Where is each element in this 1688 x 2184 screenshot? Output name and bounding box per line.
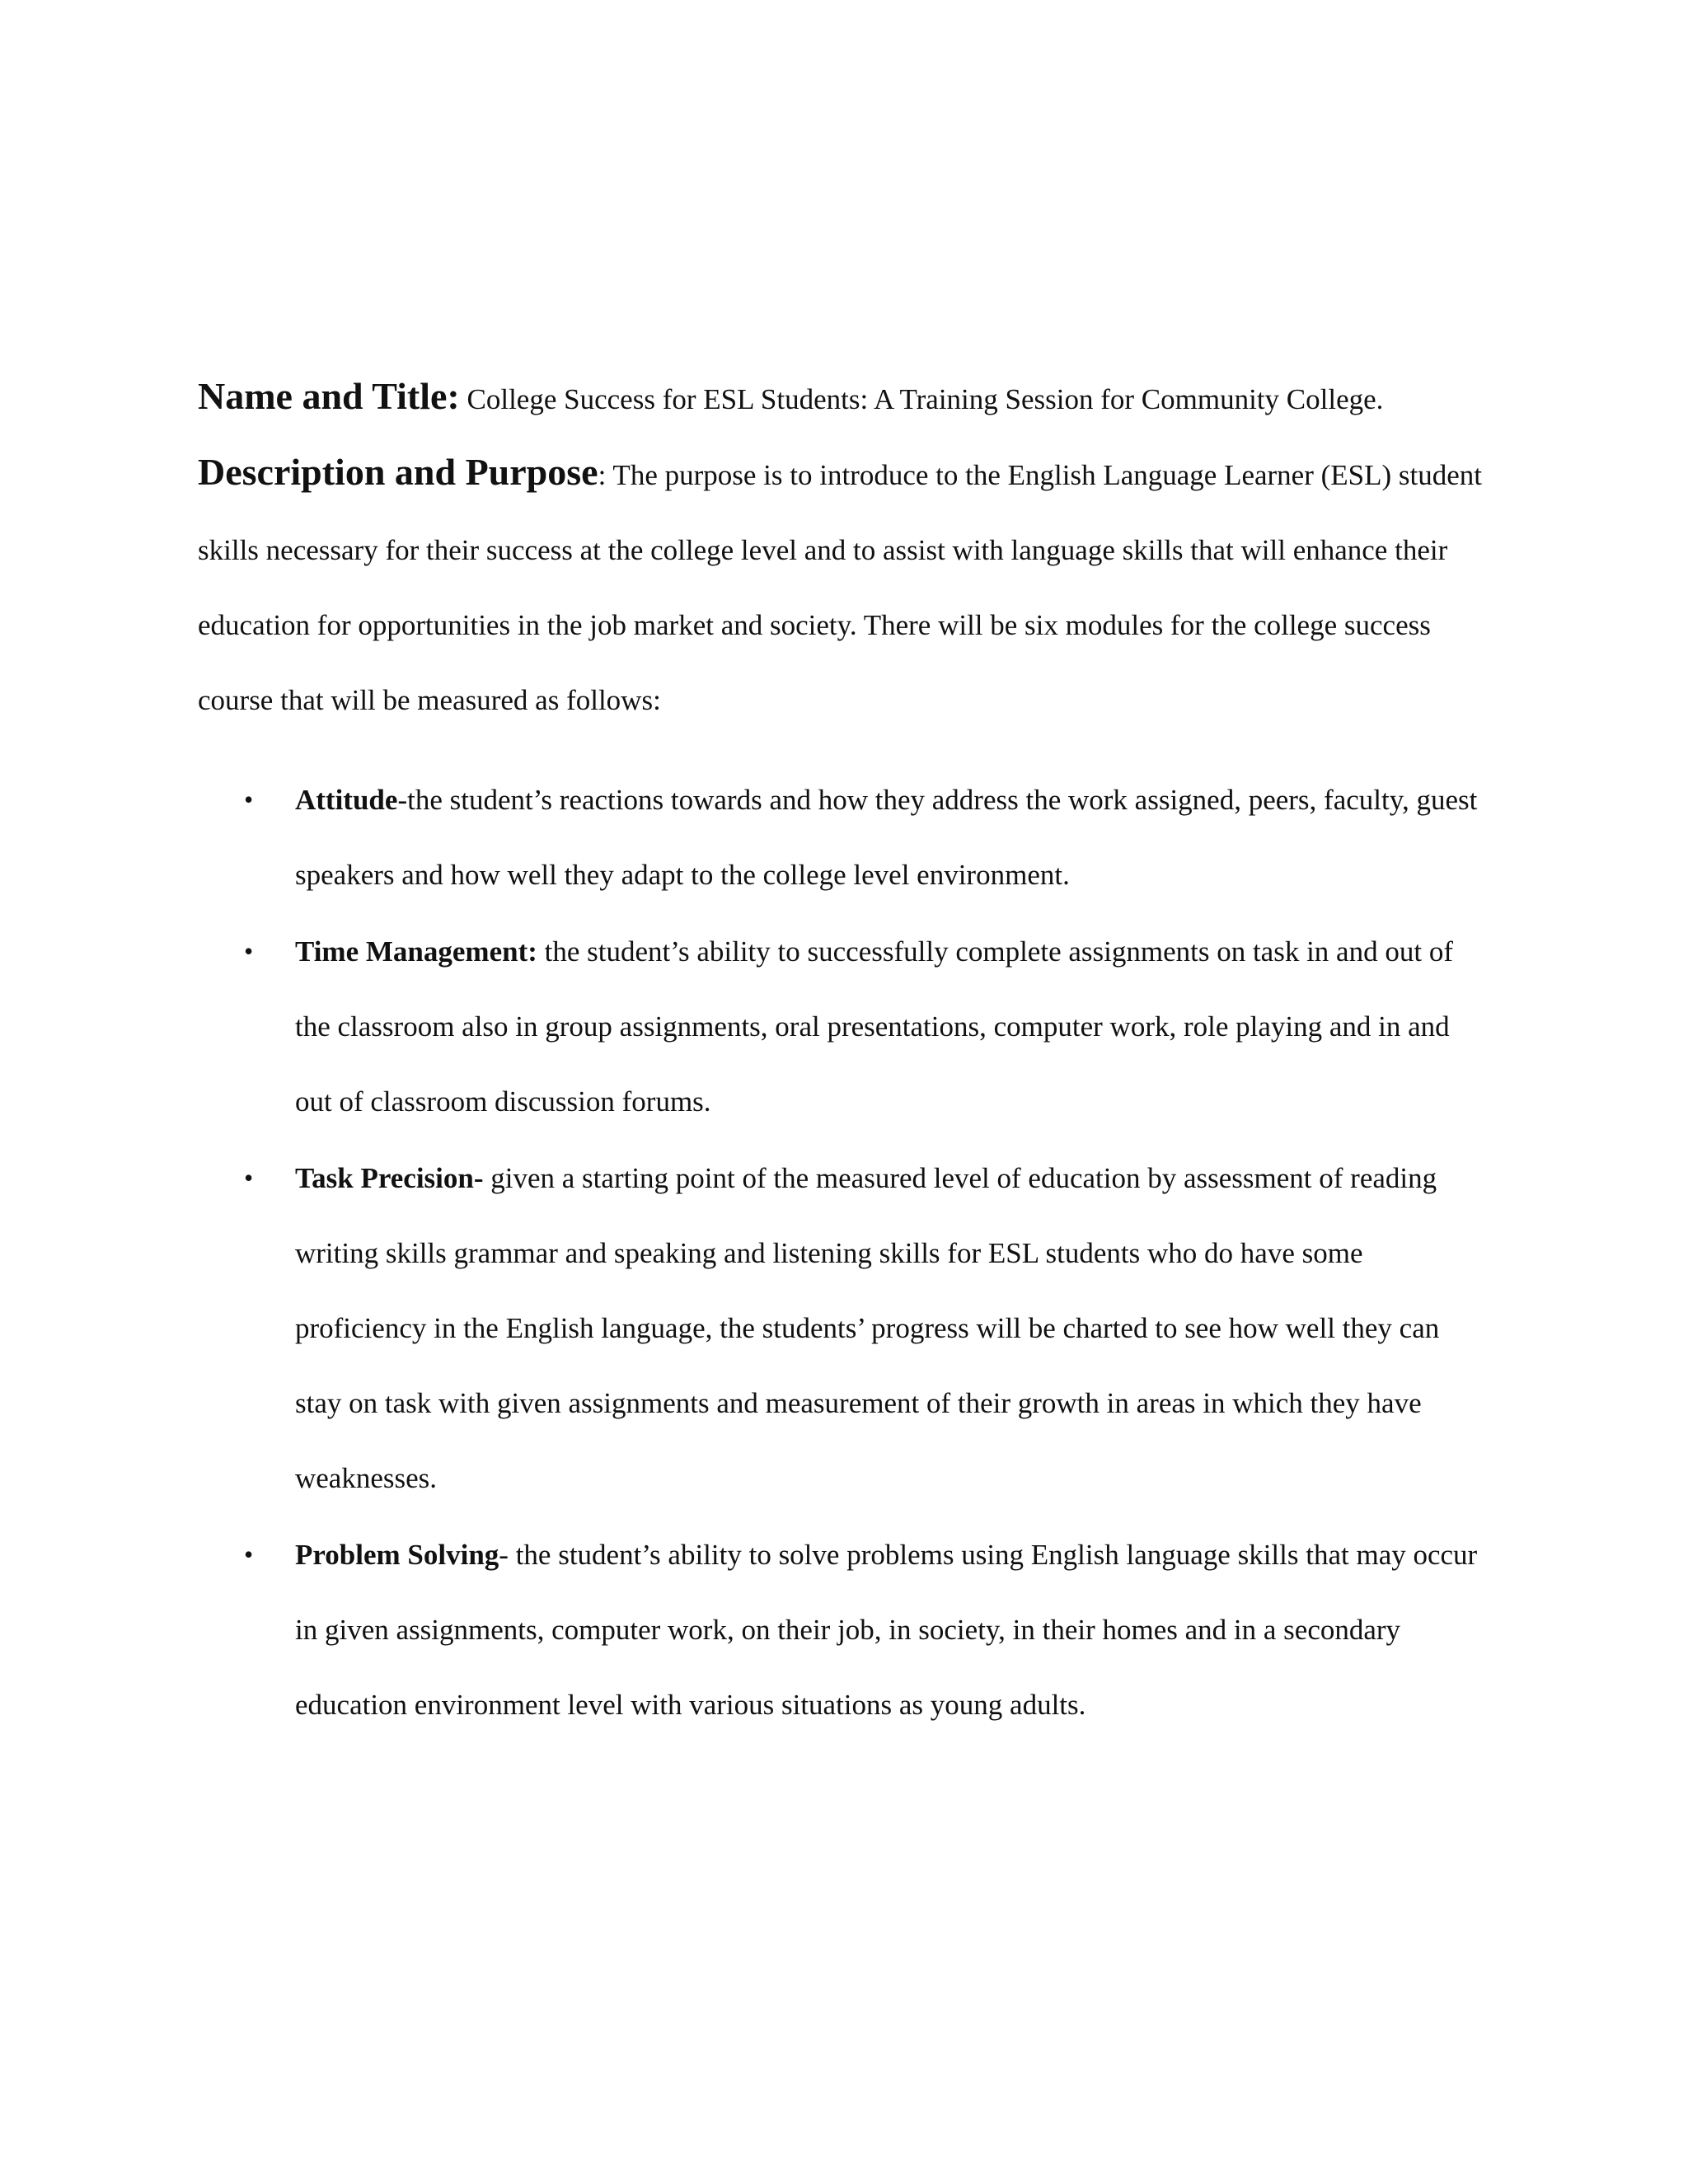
modules-list bbox=[198, 762, 1484, 1742]
module-term: Attitude bbox=[295, 784, 398, 816]
description-paragraph bbox=[198, 438, 1484, 738]
bullet-icon: • bbox=[244, 1163, 254, 1193]
module-description: - the student’s ability to solve problems using English language skills that may occur in given assignments, computer work, on their job, in society, in their homes and in a secondary education environment level with various situations as young adults. bbox=[295, 1539, 1478, 1721]
module-term: Task Precision- bbox=[295, 1162, 484, 1194]
name-and-title-text: College Success for ESL Students: A Training Session for Community College. bbox=[459, 383, 1384, 415]
list-item-problem-solving bbox=[198, 1517, 1484, 1742]
description-text: : The purpose is to introduce to the English Language Learner (ESL) student skills necessary for their success at the college level and to assist with language skills that will enhance their education for opportunities in the job market and society. There will be six modules for the college success course that will be measured as follows: bbox=[198, 459, 1482, 716]
bullet-icon: • bbox=[244, 1540, 254, 1569]
document-body bbox=[198, 375, 1484, 1744]
name-and-title-paragraph bbox=[198, 375, 1484, 421]
list-item-attitude bbox=[198, 762, 1484, 912]
module-description: the student’s ability to successfully complete assignments on task in and out of the classroom also in group assignments, oral presentations, computer work, role playing and in and out of classroom discussion forums. bbox=[295, 935, 1453, 1118]
bullet-icon: • bbox=[244, 936, 254, 966]
module-term: Problem Solving bbox=[295, 1539, 499, 1571]
list-item-time-management bbox=[198, 914, 1484, 1139]
module-term: Time Management: bbox=[295, 935, 537, 968]
bullet-icon: • bbox=[244, 785, 254, 814]
description-label: Description and Purpose bbox=[198, 451, 598, 493]
module-description: -the student’s reactions towards and how they address the work assigned, peers, faculty, guest speakers and how well they adapt to the college level environment. bbox=[295, 784, 1478, 891]
module-description: given a starting point of the measured level of education by assessment of reading writing skills grammar and speaking and listening skills for ESL students who do have some proficiency in the English language, the students’ progress will be charted to see how well they can stay on task with given assignments and measurement of their growth in areas in which they have weaknesses. bbox=[295, 1162, 1440, 1494]
name-and-title-label: Name and Title: bbox=[198, 375, 460, 417]
list-item-task-precision bbox=[198, 1141, 1484, 1516]
